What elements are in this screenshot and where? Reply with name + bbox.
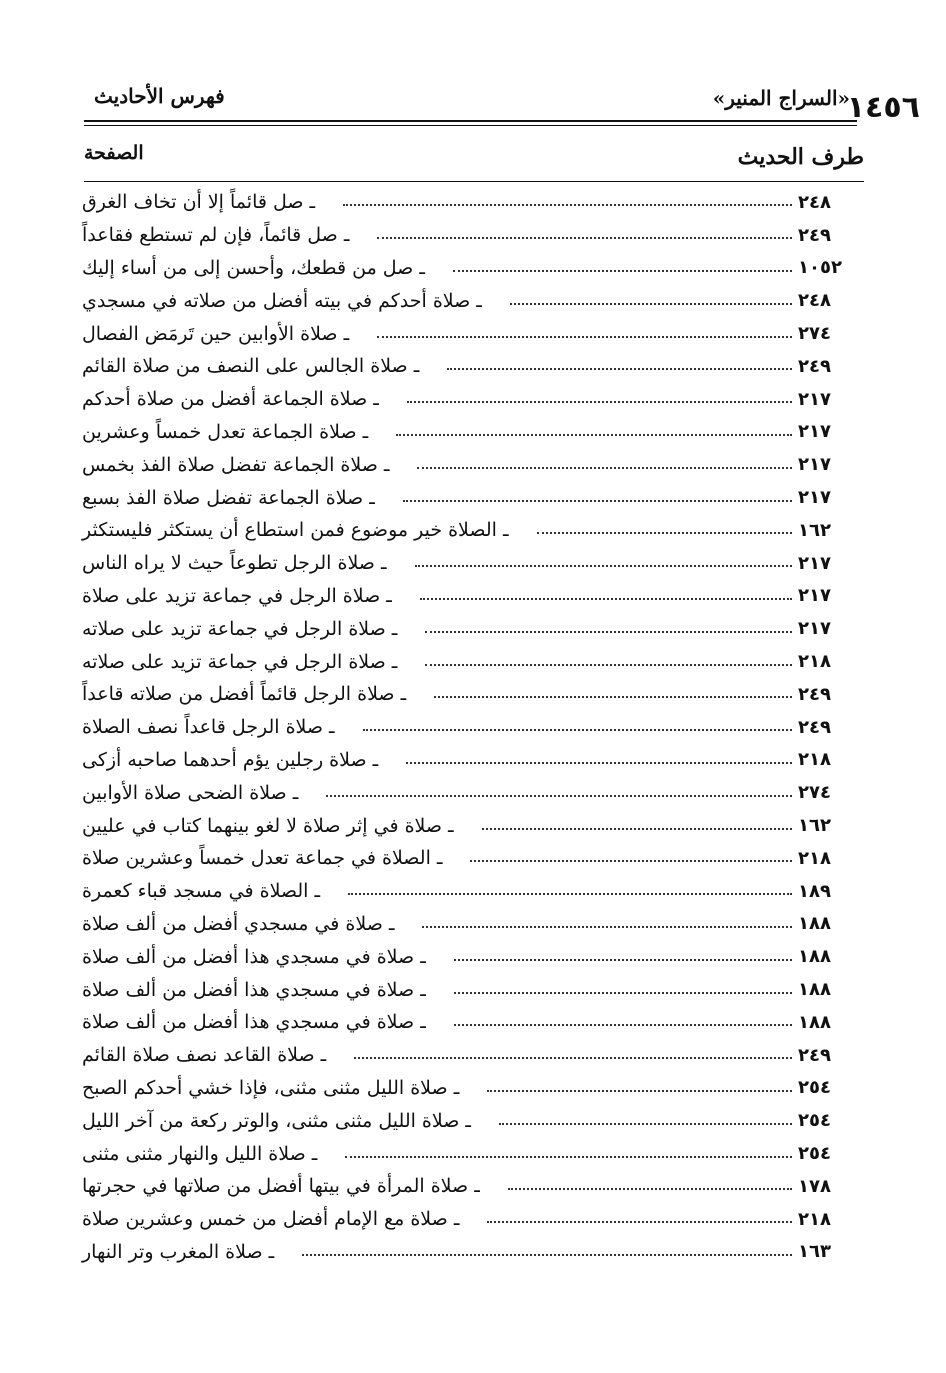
entry-dot-leader bbox=[406, 750, 792, 764]
index-entry bbox=[72, 1006, 858, 1039]
entry-dot-leader bbox=[343, 192, 792, 206]
entry-text: ـ صلاة القاعد نصف صلاة القائم bbox=[82, 1044, 327, 1067]
entry-page-number: ٢١٧ bbox=[798, 454, 831, 476]
index-entry bbox=[72, 809, 858, 842]
index-entry bbox=[72, 875, 858, 908]
index-entry bbox=[72, 448, 858, 481]
entry-page-number: ١٦٢ bbox=[798, 815, 831, 837]
index-entry bbox=[72, 612, 858, 645]
entry-dot-leader bbox=[470, 848, 792, 862]
entry-dot-leader bbox=[508, 1176, 792, 1190]
book-title: «السراج المنير» bbox=[712, 86, 850, 110]
index-entry bbox=[72, 1203, 858, 1236]
entry-text: ـ صلاة الرجل قاعداً نصف الصلاة bbox=[82, 716, 335, 739]
entry-dot-leader bbox=[487, 1078, 792, 1092]
entry-page-number: ١٨٨ bbox=[798, 946, 831, 968]
entry-page-number: ٢٧٤ bbox=[798, 782, 831, 804]
entry-page-number: ٢١٧ bbox=[798, 618, 831, 640]
entry-page-number: ٢٤٨ bbox=[798, 290, 831, 312]
page-header bbox=[84, 82, 920, 125]
entry-text: ـ صلاة في مسجدي أفضل من ألف صلاة bbox=[82, 912, 395, 935]
entry-text: ـ صلاة الجالس على النصف من صلاة القائم bbox=[82, 355, 420, 378]
entry-text: ـ صلاة الليل مثنى مثنى، فإذا خشي أحدكم الصبح bbox=[82, 1076, 460, 1099]
page-number: ١٤٥٦ bbox=[846, 90, 920, 125]
header-rule-thin bbox=[84, 125, 857, 126]
entry-page-number: ١٨٩ bbox=[798, 880, 831, 902]
index-entry bbox=[72, 481, 858, 514]
index-entry bbox=[72, 219, 858, 252]
index-entry bbox=[72, 1236, 858, 1269]
entry-text: ـ صلاة الرجل في جماعة تزيد على صلاة bbox=[82, 584, 392, 607]
entry-dot-leader bbox=[499, 1111, 792, 1125]
entry-dot-leader bbox=[345, 1144, 792, 1158]
entry-dot-leader bbox=[425, 652, 792, 666]
entry-text: ـ صلاة الرجل تطوعاً حيث لا يراه الناس bbox=[82, 552, 387, 575]
entry-dot-leader bbox=[377, 324, 792, 338]
entry-page-number: ٢٤٩ bbox=[798, 683, 831, 705]
entry-page-number: ٢٧٤ bbox=[798, 323, 831, 345]
index-entry bbox=[72, 973, 858, 1006]
entry-text: ـ صلاة الضحى صلاة الأوابين bbox=[82, 781, 299, 804]
entry-text: ـ صلاة رجلين يؤم أحدهما صاحبه أزكى bbox=[82, 748, 379, 771]
index-entry bbox=[72, 908, 858, 941]
index-entry bbox=[72, 940, 858, 973]
entry-dot-leader bbox=[487, 1209, 792, 1223]
entry-page-number: ١٨٨ bbox=[798, 979, 831, 1001]
index-entry bbox=[72, 416, 858, 449]
entry-text: ـ صلاة المرأة في بيتها أفضل من صلاتها في حجرتها bbox=[82, 1175, 480, 1198]
entry-page-number: ٢٤٩ bbox=[798, 1044, 831, 1066]
entry-page-number: ١٦٢ bbox=[798, 519, 831, 541]
entry-page-number: ٢٥٤ bbox=[798, 1143, 831, 1164]
entry-text: ـ صلاة مع الإمام أفضل من خمس وعشرين صلاة bbox=[82, 1208, 460, 1231]
entry-page-number: ٢٤٩ bbox=[798, 355, 831, 377]
entry-dot-leader bbox=[302, 1242, 792, 1256]
entry-dot-leader bbox=[354, 1045, 792, 1059]
index-entry bbox=[72, 711, 858, 744]
entry-page-number: ٢١٧ bbox=[798, 421, 831, 443]
entry-dot-leader bbox=[348, 881, 792, 895]
column-header-page: الصفحة bbox=[84, 142, 144, 164]
index-entry bbox=[72, 317, 858, 350]
entry-page-number: ١٦٣ bbox=[798, 1241, 831, 1263]
entry-text: ـ صلاة الليل مثنى مثنى، والوتر ركعة من آخر الليل bbox=[82, 1109, 471, 1132]
entry-dot-leader bbox=[417, 455, 792, 469]
entry-dot-leader bbox=[403, 488, 792, 502]
entry-dot-leader bbox=[482, 816, 792, 830]
hadith-index-list bbox=[72, 186, 858, 1268]
entry-dot-leader bbox=[454, 947, 792, 961]
entry-page-number: ٢١٨ bbox=[798, 1208, 831, 1230]
entry-page-number: ٢١٨ bbox=[798, 651, 831, 673]
index-entry bbox=[72, 678, 858, 711]
index-entry bbox=[72, 1137, 858, 1170]
entry-text: ـ الصلاة في جماعة تعدل خمساً وعشرين صلاة bbox=[82, 847, 443, 870]
entry-text: ـ صلاة المغرب وتر النهار bbox=[82, 1240, 275, 1263]
entry-text: ـ صل قائماً، فإن لم تستطع فقاعداً bbox=[82, 224, 350, 247]
entry-text: ـ صل من قطعك، وأحسن إلى من أساء إليك bbox=[82, 256, 425, 279]
entry-text: ـ صلاة الجماعة تعدل خمساً وعشرين bbox=[82, 420, 369, 443]
entry-page-number: ١٠٥٢ bbox=[798, 257, 842, 279]
index-entry bbox=[72, 284, 858, 317]
entry-text: ـ صلاة الأوابين حين تَرمَض الفصال bbox=[82, 322, 350, 345]
entry-text: ـ صلاة الليل والنهار مثنى مثنى bbox=[82, 1142, 318, 1165]
index-entry bbox=[72, 514, 858, 547]
entry-dot-leader bbox=[415, 553, 792, 567]
entry-dot-leader bbox=[407, 389, 792, 403]
entry-text: ـ صلاة الرجل في جماعة تزيد على صلاته bbox=[82, 650, 398, 673]
entry-page-number: ٢٤٨ bbox=[798, 191, 831, 213]
entry-page-number: ٢١٨ bbox=[798, 847, 831, 869]
entry-dot-leader bbox=[363, 717, 792, 731]
entry-text: ـ صلاة في مسجدي هذا أفضل من ألف صلاة bbox=[82, 1011, 426, 1034]
entry-page-number: ٢٥٤ bbox=[798, 1077, 831, 1099]
index-entry bbox=[72, 252, 858, 285]
entry-dot-leader bbox=[434, 684, 792, 698]
entry-dot-leader bbox=[326, 783, 792, 797]
column-headers bbox=[84, 142, 864, 178]
entry-page-number: ٢١٧ bbox=[798, 552, 831, 574]
index-entry bbox=[72, 776, 858, 809]
entry-page-number: ٢١٧ bbox=[798, 487, 831, 509]
entry-page-number: ١٧٨ bbox=[798, 1175, 831, 1197]
entry-page-number: ١٨٨ bbox=[798, 913, 831, 935]
index-entry bbox=[72, 1170, 858, 1203]
entry-text: ـ الصلاة في مسجد قباء كعمرة bbox=[82, 880, 321, 903]
entry-dot-leader bbox=[453, 258, 792, 272]
entry-dot-leader bbox=[510, 291, 792, 305]
index-entry bbox=[72, 842, 858, 875]
index-entry bbox=[72, 1072, 858, 1105]
index-entry bbox=[72, 383, 858, 416]
entry-text: ـ صلاة في مسجدي هذا أفضل من ألف صلاة bbox=[82, 978, 426, 1001]
entry-page-number: ٢١٧ bbox=[798, 388, 831, 410]
entry-text: ـ صلاة في مسجدي هذا أفضل من ألف صلاة bbox=[82, 945, 426, 968]
entry-page-number: ٢٤٩ bbox=[798, 224, 831, 246]
column-header-rule bbox=[84, 181, 864, 182]
entry-dot-leader bbox=[454, 1012, 792, 1026]
entry-text: ـ صلاة الرجل في جماعة تزيد على صلاته bbox=[82, 617, 398, 640]
index-entry bbox=[72, 1039, 858, 1072]
index-entry bbox=[72, 186, 858, 219]
index-entry bbox=[72, 645, 858, 678]
entry-page-number: ٢٥٤ bbox=[798, 1110, 831, 1132]
index-entry bbox=[72, 580, 858, 613]
index-entry bbox=[72, 350, 858, 383]
header-rule bbox=[84, 120, 857, 122]
entry-text: ـ صل قائماً إلا أن تخاف الغرق bbox=[82, 191, 316, 214]
entry-dot-leader bbox=[447, 356, 792, 370]
index-entry bbox=[72, 1104, 858, 1137]
index-entry bbox=[72, 547, 858, 580]
entry-page-number: ٢١٧ bbox=[798, 585, 831, 607]
entry-dot-leader bbox=[537, 520, 792, 534]
entry-dot-leader bbox=[422, 914, 792, 928]
column-header-hadith: طرف الحديث bbox=[737, 144, 864, 170]
entry-text: ـ صلاة أحدكم في بيته أفضل من صلاته في مسجدي bbox=[82, 289, 482, 312]
entry-dot-leader bbox=[454, 980, 792, 994]
entry-dot-leader bbox=[420, 586, 792, 600]
entry-dot-leader bbox=[377, 225, 792, 239]
entry-page-number: ٢١٨ bbox=[798, 749, 831, 771]
entry-text: ـ صلاة الجماعة تفضل صلاة الفذ بسبع bbox=[82, 486, 375, 509]
entry-text: ـ صلاة الرجل قائماً أفضل من صلاته قاعداً bbox=[82, 683, 407, 706]
entry-text: ـ صلاة في إثر صلاة لا لغو بينهما كتاب في عليين bbox=[82, 814, 454, 837]
section-title: فهرس الأحاديث bbox=[94, 84, 225, 108]
entry-dot-leader bbox=[425, 619, 792, 633]
entry-dot-leader bbox=[396, 422, 792, 436]
entry-page-number: ١٨٨ bbox=[798, 1011, 831, 1033]
entry-page-number: ٢٤٩ bbox=[798, 716, 831, 738]
entry-text: ـ صلاة الجماعة أفضل من صلاة أحدكم bbox=[82, 388, 379, 411]
entry-text: ـ صلاة الجماعة تفضل صلاة الفذ بخمس bbox=[82, 453, 390, 476]
index-entry bbox=[72, 744, 858, 777]
entry-text: ـ الصلاة خير موضوع فمن استطاع أن يستكثر فليستكثر bbox=[82, 519, 509, 542]
